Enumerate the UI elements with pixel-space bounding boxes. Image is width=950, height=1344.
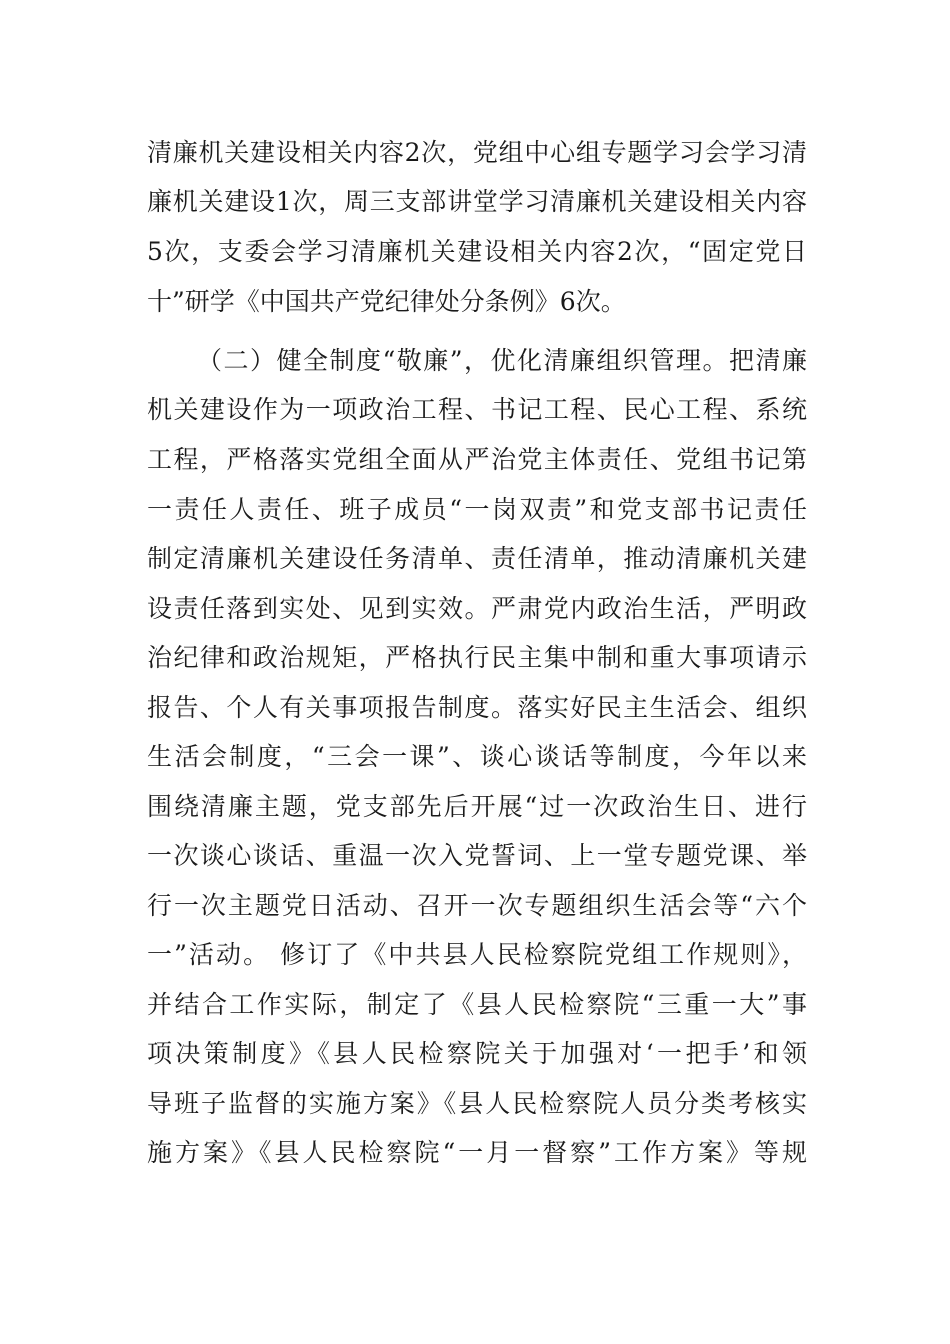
text-line: 生活会制度，“三会一课”、谈心谈话等制度，今年以来 xyxy=(147,742,807,771)
text-line: 一次谈心谈话、重温一次入党誓词、上一堂专题党课、举 xyxy=(147,841,807,870)
text-line: 一责任人责任、班子成员“一岗双责”和党支部书记责任 xyxy=(147,495,807,524)
text-line: 机关建设作为一项政治工程、书记工程、民心工程、系统 xyxy=(147,395,807,424)
text-line: 一”活动。 修订了《中共县人民检察院党组工作规则》， xyxy=(147,940,807,969)
text-line: 项决策制度》《县人民检察院关于加强对‘一把手’和领 xyxy=(147,1039,807,1068)
paragraph-first-line: （二）健全制度“敬廉”，优化清廉组织管理。把清廉 xyxy=(197,346,807,375)
text-line: 治纪律和政治规矩，严格执行民主集中制和重大事项请示 xyxy=(147,643,807,672)
text-line: 廉机关建设1次，周三支部讲堂学习清廉机关建设相关内容 xyxy=(147,187,807,216)
text-line: 并结合工作实际，制定了《县人民检察院“三重一大”事 xyxy=(147,990,807,1019)
text-line: 设责任落到实处、见到实效。严肃党内政治生活，严明政 xyxy=(147,594,807,623)
text-line: 工程，严格落实党组全面从严治党主体责任、党组书记第 xyxy=(147,445,807,474)
text-line: 报告、个人有关事项报告制度。落实好民主生活会、组织 xyxy=(147,693,807,722)
text-line: 导班子监督的实施方案》《县人民检察院人员分类考核实 xyxy=(147,1089,807,1118)
text-line: 行一次主题党日活动、召开一次专题组织生活会等“六个 xyxy=(147,891,807,920)
text-line: 围绕清廉主题，党支部先后开展“过一次政治生日、进行 xyxy=(147,792,807,821)
text-line: 清廉机关建设相关内容2次，党组中心组专题学习会学习清 xyxy=(147,138,807,167)
text-line: 制定清廉机关建设任务清单、责任清单，推动清廉机关建 xyxy=(147,544,807,573)
text-line: 施方案》《县人民检察院“一月一督察”工作方案》等规 xyxy=(147,1138,807,1167)
text-line: 5次，支委会学习清廉机关建设相关内容2次，“固定党日 xyxy=(147,237,807,266)
text-line: 十”研学《中国共产党纪律处分条例》6次。 xyxy=(147,287,626,316)
